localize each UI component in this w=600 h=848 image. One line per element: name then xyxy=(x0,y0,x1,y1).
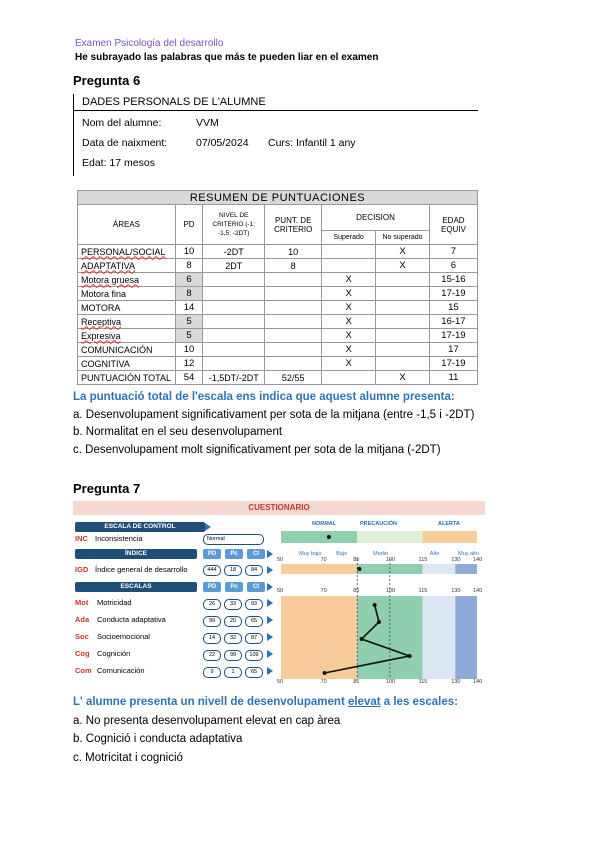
area-cell xyxy=(78,357,176,371)
igd-zone xyxy=(455,564,477,574)
area-cell xyxy=(78,329,176,343)
area-cell xyxy=(78,287,176,301)
scale-zone xyxy=(455,596,477,679)
scale-pc: 99 xyxy=(224,650,242,661)
profile-point xyxy=(323,671,327,675)
area-cell xyxy=(78,273,176,287)
no-superado-cell xyxy=(376,273,430,287)
scale-name: Cognición xyxy=(97,649,131,658)
scale-pc: 32 xyxy=(224,633,242,644)
tick-label: 130 xyxy=(451,679,461,685)
scale-abbr: Soc xyxy=(75,632,89,641)
no-superado-cell: X xyxy=(376,259,430,273)
group-precaucion: PRECAUCIÓN xyxy=(360,521,397,527)
category-label: Medio xyxy=(373,551,389,557)
inc-value: Normal xyxy=(203,534,264,545)
tick-label: 50 xyxy=(277,588,284,594)
pd-cell: 5 xyxy=(175,315,202,329)
no-superado-cell xyxy=(376,329,430,343)
col-areas: ÁREAS xyxy=(78,205,176,245)
edad-cell: 17-19 xyxy=(429,287,477,301)
profile-point xyxy=(377,620,381,624)
divider xyxy=(74,110,478,111)
nivel-cell xyxy=(203,301,265,315)
category-label: Muy bajo xyxy=(299,551,322,557)
table-row xyxy=(78,315,478,329)
index-bar: ÍNDICE xyxy=(75,549,197,559)
scale-ci: 87 xyxy=(245,633,263,644)
alerta-band xyxy=(423,531,477,543)
igd-zone xyxy=(281,564,357,574)
chip-ci: CI xyxy=(247,549,265,559)
inc-abbr: INC xyxy=(75,534,88,543)
igd-point xyxy=(357,567,361,571)
pd-cell: 10 xyxy=(175,245,202,259)
col-pd: PD xyxy=(175,205,202,245)
questionnaire-figure xyxy=(73,501,485,687)
igd-zone xyxy=(423,564,456,574)
pd-cell: 12 xyxy=(175,357,202,371)
edad-cell: 11 xyxy=(429,371,477,385)
q7-option-a[interactable]: a. No presenta desenvolupament elevat en cap àrea xyxy=(73,715,341,727)
punt-cell: 10 xyxy=(265,245,322,259)
pd-cell: 14 xyxy=(175,301,202,315)
punt-cell xyxy=(265,273,322,287)
questionnaire-title: CUESTIONARIO xyxy=(73,501,485,515)
question-6-text: La puntuació total de l'escala ens indica que aquest alumne presenta: xyxy=(73,391,455,403)
tick-label: 115 xyxy=(418,679,428,685)
q6-option-c[interactable]: c. Desenvolupament molt significativament per sota de la mitjana (-2DT) xyxy=(73,444,441,456)
question-7-underlined: elevat xyxy=(347,696,381,708)
no-superado-cell xyxy=(376,287,430,301)
table-row xyxy=(78,273,478,287)
punt-cell xyxy=(265,357,322,371)
scale-abbr: Mot xyxy=(75,598,89,607)
punt-cell xyxy=(265,287,322,301)
col-superado: Superado xyxy=(322,231,376,245)
birth-value: 07/05/2024 xyxy=(196,137,249,149)
inc-name: Inconsistencia xyxy=(95,534,143,543)
inc-point xyxy=(327,535,331,539)
birth-label: Data de naixment: xyxy=(82,137,168,149)
edad-cell: 16-17 xyxy=(429,315,477,329)
area-cell xyxy=(78,245,176,259)
scale-pd: 99 xyxy=(203,616,221,627)
tick-label: 140 xyxy=(473,679,483,685)
nivel-cell xyxy=(203,329,265,343)
nivel-cell xyxy=(203,273,265,287)
col-punt: PUNT. DE CRITERIO xyxy=(265,205,322,245)
nivel-cell xyxy=(203,287,265,301)
scores-table xyxy=(77,190,478,385)
personal-data-title: DADES PERSONALS DE L'ALUMNE xyxy=(82,96,266,108)
scale-abbr: Ada xyxy=(75,615,90,624)
edad-cell: 17-19 xyxy=(429,357,477,371)
q6-option-a[interactable]: a. Desenvolupament significativament per sota de la mitjana (entre -1,5 i -2DT) xyxy=(73,409,475,421)
superado-cell: X xyxy=(322,315,376,329)
edad-cell: 15 xyxy=(429,301,477,315)
pd-cell: 54 xyxy=(175,371,202,385)
scale-pc: 33 xyxy=(224,599,242,610)
category-label: Alto xyxy=(429,551,440,557)
q7-option-b[interactable]: b. Cognició i conducta adaptativa xyxy=(73,733,243,745)
pd-cell: 10 xyxy=(175,343,202,357)
col-decision: DECISION xyxy=(322,205,430,231)
edad-cell: 6 xyxy=(429,259,477,273)
tick-label: 50 xyxy=(277,557,284,563)
course-value: Curs: Infantil 1 any xyxy=(268,137,356,149)
col-nivel: NIVEL DE CRITERIO (-1; -1,5; -2DT) xyxy=(203,205,265,245)
scale-ci: 93 xyxy=(245,599,263,610)
area-cell xyxy=(78,301,176,315)
table-row xyxy=(78,329,478,343)
superado-cell: X xyxy=(322,343,376,357)
no-superado-cell: X xyxy=(376,371,430,385)
igd-abbr: IGD xyxy=(75,565,89,574)
profile-point xyxy=(360,637,364,641)
group-alerta: ALERTA xyxy=(438,521,460,527)
tick-label: 70 xyxy=(320,557,327,563)
category-label: Bajo xyxy=(336,551,348,557)
punt-cell xyxy=(265,301,322,315)
tick-label: 70 xyxy=(320,679,327,685)
question-7-title: Pregunta 7 xyxy=(73,481,141,496)
igd-ci: 84 xyxy=(245,565,263,576)
tick-label: 85 xyxy=(353,557,360,563)
area-cell xyxy=(78,371,176,385)
scale-pd: 9 xyxy=(203,667,221,678)
no-superado-cell xyxy=(376,301,430,315)
pd-cell: 8 xyxy=(175,287,202,301)
no-superado-cell: X xyxy=(376,245,430,259)
no-superado-cell xyxy=(376,315,430,329)
name-label: Nom del alumne: xyxy=(82,117,162,129)
scale-pc: 20 xyxy=(224,616,242,627)
scale-zone xyxy=(281,596,357,679)
area-label: ADAPTATIVA xyxy=(81,260,136,271)
area-label: COMUNICACIÓN xyxy=(81,344,153,355)
tick-label: 50 xyxy=(277,679,284,685)
scale-name: Comunicación xyxy=(97,666,145,675)
area-label: MOTORA xyxy=(81,302,121,313)
name-value: VVM xyxy=(196,117,219,129)
scale-pd: 14 xyxy=(203,633,221,644)
precaucion-band xyxy=(357,531,422,543)
nivel-cell: -2DT xyxy=(203,245,265,259)
tick-label: 130 xyxy=(451,557,461,563)
area-label: PUNTUACIÓN TOTAL xyxy=(81,372,172,383)
superado-cell: X xyxy=(322,329,376,343)
tick-label: 115 xyxy=(418,588,428,594)
scale-abbr: Cog xyxy=(75,649,90,658)
area-label: Expresiva xyxy=(81,330,121,341)
scale-ci: 65 xyxy=(245,667,263,678)
scales-bar: ESCALAS xyxy=(75,582,197,592)
igd-pd: 444 xyxy=(203,565,221,576)
doc-header-note: He subrayado las palabras que más te pueden liar en el examen xyxy=(75,52,379,63)
tick-label: 100 xyxy=(385,588,396,594)
question-7-text xyxy=(73,696,458,708)
question-6-title: Pregunta 6 xyxy=(73,73,141,88)
table-row xyxy=(78,357,478,371)
igd-name: Índice general de desarrollo xyxy=(95,565,188,574)
control-scale-bar: ESCALA DE CONTROL xyxy=(75,522,205,532)
tick-label: 100 xyxy=(385,557,396,563)
area-label: PERSONAL/SOCIAL xyxy=(81,246,166,257)
superado-cell xyxy=(322,371,376,385)
nivel-cell: 2DT xyxy=(203,259,265,273)
q6-option-b[interactable]: b. Normalitat en el seu desenvolupament xyxy=(73,426,283,438)
area-label: Motora fina xyxy=(81,288,127,299)
personal-data-box xyxy=(73,94,478,176)
scale-pd: 22 xyxy=(203,650,221,661)
punt-cell: 52/55 xyxy=(265,371,322,385)
edad-cell: 17 xyxy=(429,343,477,357)
q7-option-c[interactable]: c. Motricitat i cognició xyxy=(73,752,183,764)
superado-cell xyxy=(322,259,376,273)
scale-name: Socioemocional xyxy=(97,632,150,641)
pd-cell: 5 xyxy=(175,329,202,343)
superado-cell: X xyxy=(322,273,376,287)
scale-name: Conducta adaptativa xyxy=(97,615,166,624)
superado-cell: X xyxy=(322,301,376,315)
scale-ci: 65 xyxy=(245,616,263,627)
area-cell xyxy=(78,315,176,329)
punt-cell xyxy=(265,315,322,329)
edad-cell: 7 xyxy=(429,245,477,259)
tick-label: 85 xyxy=(353,588,360,594)
tick-label: 85 xyxy=(353,679,360,685)
no-superado-cell xyxy=(376,357,430,371)
chip-pc: Pc xyxy=(225,582,243,592)
igd-pc: 18 xyxy=(224,565,242,576)
question-7-post: a les escales: xyxy=(380,696,458,708)
development-profile-chart xyxy=(73,501,485,687)
nivel-cell xyxy=(203,357,265,371)
chip-pd: PD xyxy=(203,582,221,592)
area-label: Motora gruesa xyxy=(81,274,140,285)
table-row xyxy=(78,259,478,273)
group-normal: NORMAL xyxy=(312,521,337,527)
scale-zone xyxy=(423,596,456,679)
table-row xyxy=(78,245,478,259)
superado-cell: X xyxy=(322,287,376,301)
scale-pd: 26 xyxy=(203,599,221,610)
table-row xyxy=(78,343,478,357)
profile-point xyxy=(373,603,377,607)
area-cell xyxy=(78,259,176,273)
age-value: Edat: 17 mesos xyxy=(82,157,155,169)
scale-pc: 1 xyxy=(224,667,242,678)
normal-band xyxy=(281,531,357,543)
tick-label: 70 xyxy=(320,588,327,594)
pd-cell: 8 xyxy=(175,259,202,273)
edad-cell: 15-16 xyxy=(429,273,477,287)
area-cell xyxy=(78,343,176,357)
doc-header-title: Examen Psicología del desarrollo xyxy=(75,38,224,49)
profile-point xyxy=(407,654,411,658)
punt-cell xyxy=(265,329,322,343)
scores-table-title: RESUMEN DE PUNTUACIONES xyxy=(78,191,478,205)
col-edad: EDAD EQUIV xyxy=(429,205,477,245)
table-row xyxy=(78,301,478,315)
edad-cell: 17-19 xyxy=(429,329,477,343)
scale-ci: 109 xyxy=(245,650,263,661)
tick-label: 130 xyxy=(451,588,461,594)
chip-pc: Pc xyxy=(225,549,243,559)
table-row xyxy=(78,371,478,385)
col-no-superado: No superado xyxy=(376,231,430,245)
area-label: COGNITIVA xyxy=(81,358,130,369)
scale-abbr: Com xyxy=(75,666,92,675)
tick-label: 115 xyxy=(418,557,428,563)
chip-pd: PD xyxy=(203,549,221,559)
pd-cell: 6 xyxy=(175,273,202,287)
tick-label: 140 xyxy=(473,588,483,594)
punt-cell: 8 xyxy=(265,259,322,273)
superado-cell xyxy=(322,245,376,259)
nivel-cell xyxy=(203,343,265,357)
tick-label: 100 xyxy=(385,679,396,685)
superado-cell: X xyxy=(322,357,376,371)
scale-name: Motricidad xyxy=(97,598,132,607)
table-row xyxy=(78,287,478,301)
no-superado-cell xyxy=(376,343,430,357)
chip-ci: CI xyxy=(247,582,265,592)
tick-label: 140 xyxy=(473,557,483,563)
nivel-cell: -1,5DT/-2DT xyxy=(203,371,265,385)
area-label: Receptiva xyxy=(81,316,122,327)
punt-cell xyxy=(265,343,322,357)
category-label: Muy alto xyxy=(458,551,479,557)
nivel-cell xyxy=(203,315,265,329)
question-7-pre: L' alumne presenta un nivell de desenvolupament xyxy=(73,696,348,708)
